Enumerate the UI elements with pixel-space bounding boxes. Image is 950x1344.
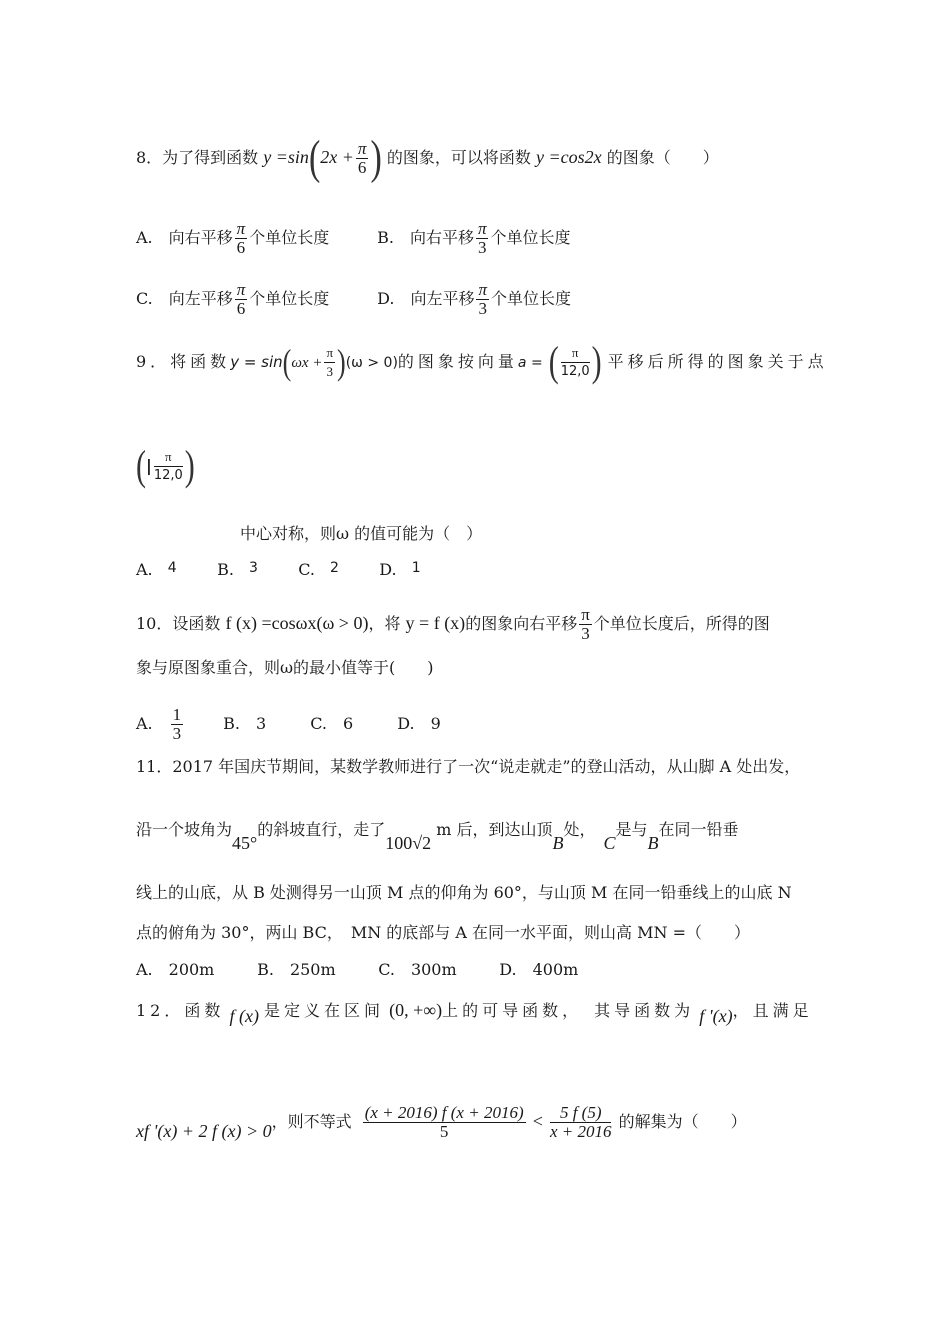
frac: [235, 281, 248, 318]
q10-line2-text: 象与原图象重合，则ω的最小值等于( ): [136, 658, 434, 677]
question-8-options-ab: [136, 220, 850, 257]
q11-option-a: A. 200m: [136, 960, 215, 979]
frac-den: 3: [477, 238, 487, 257]
q8-mid: 的图象，可以将函数: [386, 148, 531, 167]
opt-label: C.: [298, 560, 315, 579]
opt-value: 2: [330, 560, 339, 576]
q11-text: 的斜坡直行，走了: [257, 820, 386, 839]
q12-f: f (x): [229, 1006, 259, 1026]
q10-option-b: B. 3: [223, 714, 267, 733]
left-paren: (: [282, 341, 292, 383]
right-paren: ): [184, 442, 195, 489]
q12-tail: ，且满足: [732, 1001, 813, 1020]
q11-point-b: B: [552, 833, 564, 853]
q11-line4-text: 点的俯角为 30°，两山 BC， MN 的底部与 A 在同一水平面，则山高 MN =（ ）: [136, 923, 750, 942]
question-9-stem: [136, 338, 850, 385]
q8-option-a: [136, 220, 372, 257]
frac-den: 6: [236, 238, 246, 257]
frac-den: 12,0: [560, 364, 590, 379]
q8-fraction: [356, 140, 369, 177]
q12-condition: xf '(x) + 2 f (x) > 0: [136, 1121, 272, 1141]
question-9-point: [136, 442, 850, 489]
q10-func2: y = f (x): [405, 613, 466, 633]
frac: [476, 281, 489, 318]
q8-option-c: [136, 281, 372, 318]
q9-lead: 9．将函数: [136, 352, 231, 371]
opt-tail: 个单位长度: [490, 289, 571, 308]
frac-num: π: [477, 219, 487, 238]
frac: [171, 706, 184, 743]
opt-label: A.: [136, 560, 153, 579]
frac-num: π: [324, 344, 335, 363]
question-9-line2: [240, 523, 850, 545]
question-11-line3: [136, 882, 850, 904]
opt-tail: 个单位长度: [249, 289, 330, 308]
q11-option-c: C. 300m: [378, 960, 457, 979]
opt-value: 1: [411, 560, 421, 576]
left-paren: (: [548, 338, 559, 385]
q9-point-frac: [154, 448, 183, 485]
opt-text: D. 向左平移: [377, 289, 475, 308]
q8-tail: 的图象（ ）: [606, 148, 719, 167]
opt-text: A. 向右平移: [136, 228, 233, 247]
question-11-line1: [136, 756, 850, 778]
frac-den: 12,0: [153, 468, 183, 483]
q9-option-d: [379, 557, 420, 581]
opt-value: 4: [167, 560, 177, 576]
q9-func-inner: ωx +: [291, 355, 323, 371]
q11-line1-text: 11．2017 年国庆节期间，某数学教师进行了一次“说走就走”的登山活动，从山脚 A 处出发，: [136, 757, 801, 776]
q9-option-b: [217, 557, 293, 581]
q11-text: 在同一铅垂: [658, 820, 739, 839]
left-paren: (: [308, 131, 321, 184]
frac-den: 3: [478, 299, 487, 318]
q11-text: 处，: [563, 820, 588, 839]
question-12-line2: [136, 1104, 850, 1141]
q11-text: m 后，到达山顶: [436, 820, 553, 839]
q8-option-d: [377, 281, 571, 318]
opt-tail: 个单位长度: [249, 228, 330, 247]
q12-rhs-frac: [550, 1104, 612, 1141]
q9-mid: 的图象按向量: [397, 352, 518, 371]
opt-text: C. 向左平移: [136, 289, 233, 308]
q10-tail: 个单位长度后，所得的图: [593, 614, 770, 633]
right-paren: ): [370, 131, 382, 184]
question-10-stem: [136, 606, 850, 643]
left-paren: (: [136, 442, 146, 489]
q12-mid3: ，则不等式: [271, 1112, 352, 1131]
right-paren: ): [591, 338, 602, 385]
q11-text: 是与: [615, 820, 648, 839]
q10-mid2: 的图象向右平移: [465, 614, 578, 633]
q11-option-d: D. 400m: [499, 960, 579, 979]
q9-option-a: [136, 557, 212, 581]
right-paren: ): [337, 341, 346, 383]
question-12-stem: [136, 999, 850, 1026]
q12-fprime: f '(x): [699, 1006, 733, 1026]
q10-option-d: D. 9: [397, 714, 441, 733]
q10-option-a: [136, 706, 218, 743]
question-8-options-cd: [136, 281, 850, 318]
opt-label: B.: [217, 560, 234, 579]
frac-den: 6: [357, 158, 367, 177]
frac-den: 6: [236, 299, 246, 318]
q10-mid: ，将: [368, 614, 401, 633]
q9-cond: (ω > 0): [345, 355, 398, 371]
point-bar: |: [146, 456, 152, 475]
frac: [476, 220, 489, 257]
question-10-line2: [136, 657, 850, 679]
q12-mid2: 上的可导函数， 其导函数为: [442, 1001, 695, 1020]
opt-label: D.: [379, 560, 397, 579]
q10-option-c: C. 6: [310, 714, 354, 733]
opt-text: B. 向右平移: [377, 228, 474, 247]
q8-func1-inner: 2x +: [320, 147, 354, 167]
q9-vector-value: [543, 338, 608, 385]
frac-num: 5 f (5): [550, 1104, 612, 1123]
opt-value: 3: [249, 560, 258, 576]
q10-lead: 10．设函数: [136, 614, 221, 633]
q9-func-frac: [324, 344, 335, 381]
frac: [235, 220, 248, 257]
question-8-stem: [136, 131, 850, 184]
question-11-line2: [136, 818, 850, 853]
q12-interval: (0, +∞): [389, 1000, 443, 1020]
q11-point-c: C: [603, 833, 616, 853]
q11-length: 100√2: [385, 833, 432, 853]
question-9-options: [136, 557, 850, 581]
q9-option-c: [298, 557, 374, 581]
q10-func: f (x) =cosωx(ω > 0): [225, 613, 369, 633]
q8-func2: y =cos2x: [535, 147, 602, 167]
frac-den: 3: [581, 624, 590, 643]
q12-mid: 是定义在区间: [264, 1001, 385, 1020]
frac-num: π: [357, 139, 367, 158]
frac-num: π: [478, 280, 487, 299]
q8-lead: 8．为了得到函数: [136, 148, 259, 167]
q11-line3-text: 线上的山底，从 B 处测得另一山顶 M 点的仰角为 60°，与山顶 M 在同一铅垂线上的山底 N: [136, 883, 792, 902]
q9-vector: a =: [517, 355, 543, 371]
frac-num: 1: [172, 705, 182, 724]
q12-lhs-frac: [363, 1104, 526, 1141]
frac: [561, 344, 590, 381]
frac-den: x + 2016: [549, 1122, 612, 1141]
q9-line2-text: 中心对称，则ω 的值可能为（ ）: [240, 524, 483, 543]
frac-den: 5: [439, 1122, 449, 1141]
frac-num: π: [581, 605, 590, 624]
frac-num: π: [561, 344, 590, 363]
q9-tail: 平移后所得的图象关于点: [607, 352, 828, 371]
q9-func: y = sin: [230, 353, 283, 371]
question-10-options: [136, 706, 850, 743]
frac-den: 3: [172, 724, 182, 743]
frac-num: π: [236, 219, 246, 238]
q11-text: 沿一个坡角为: [136, 820, 233, 839]
q12-tail2: 的解集为（ ）: [618, 1112, 747, 1131]
q11-option-b: B. 250m: [257, 960, 336, 979]
q8-option-b: [377, 220, 570, 257]
question-11-line4: [136, 922, 850, 944]
q10-frac: [579, 606, 592, 643]
question-11-options: [136, 959, 850, 981]
q11-point-b: B: [647, 833, 659, 853]
q11-angle: 45°: [232, 833, 258, 853]
opt-tail: 个单位长度: [490, 228, 571, 247]
frac-num: π: [236, 280, 246, 299]
q12-less-than: <: [532, 1111, 543, 1131]
frac-num: π: [154, 448, 183, 467]
q8-func1: y =sin: [263, 147, 309, 167]
frac-den: 3: [326, 364, 333, 379]
opt-label: A.: [136, 714, 153, 733]
q12-lead: 12．函数: [136, 1001, 225, 1020]
frac-num: (x + 2016) f (x + 2016): [364, 1103, 524, 1122]
